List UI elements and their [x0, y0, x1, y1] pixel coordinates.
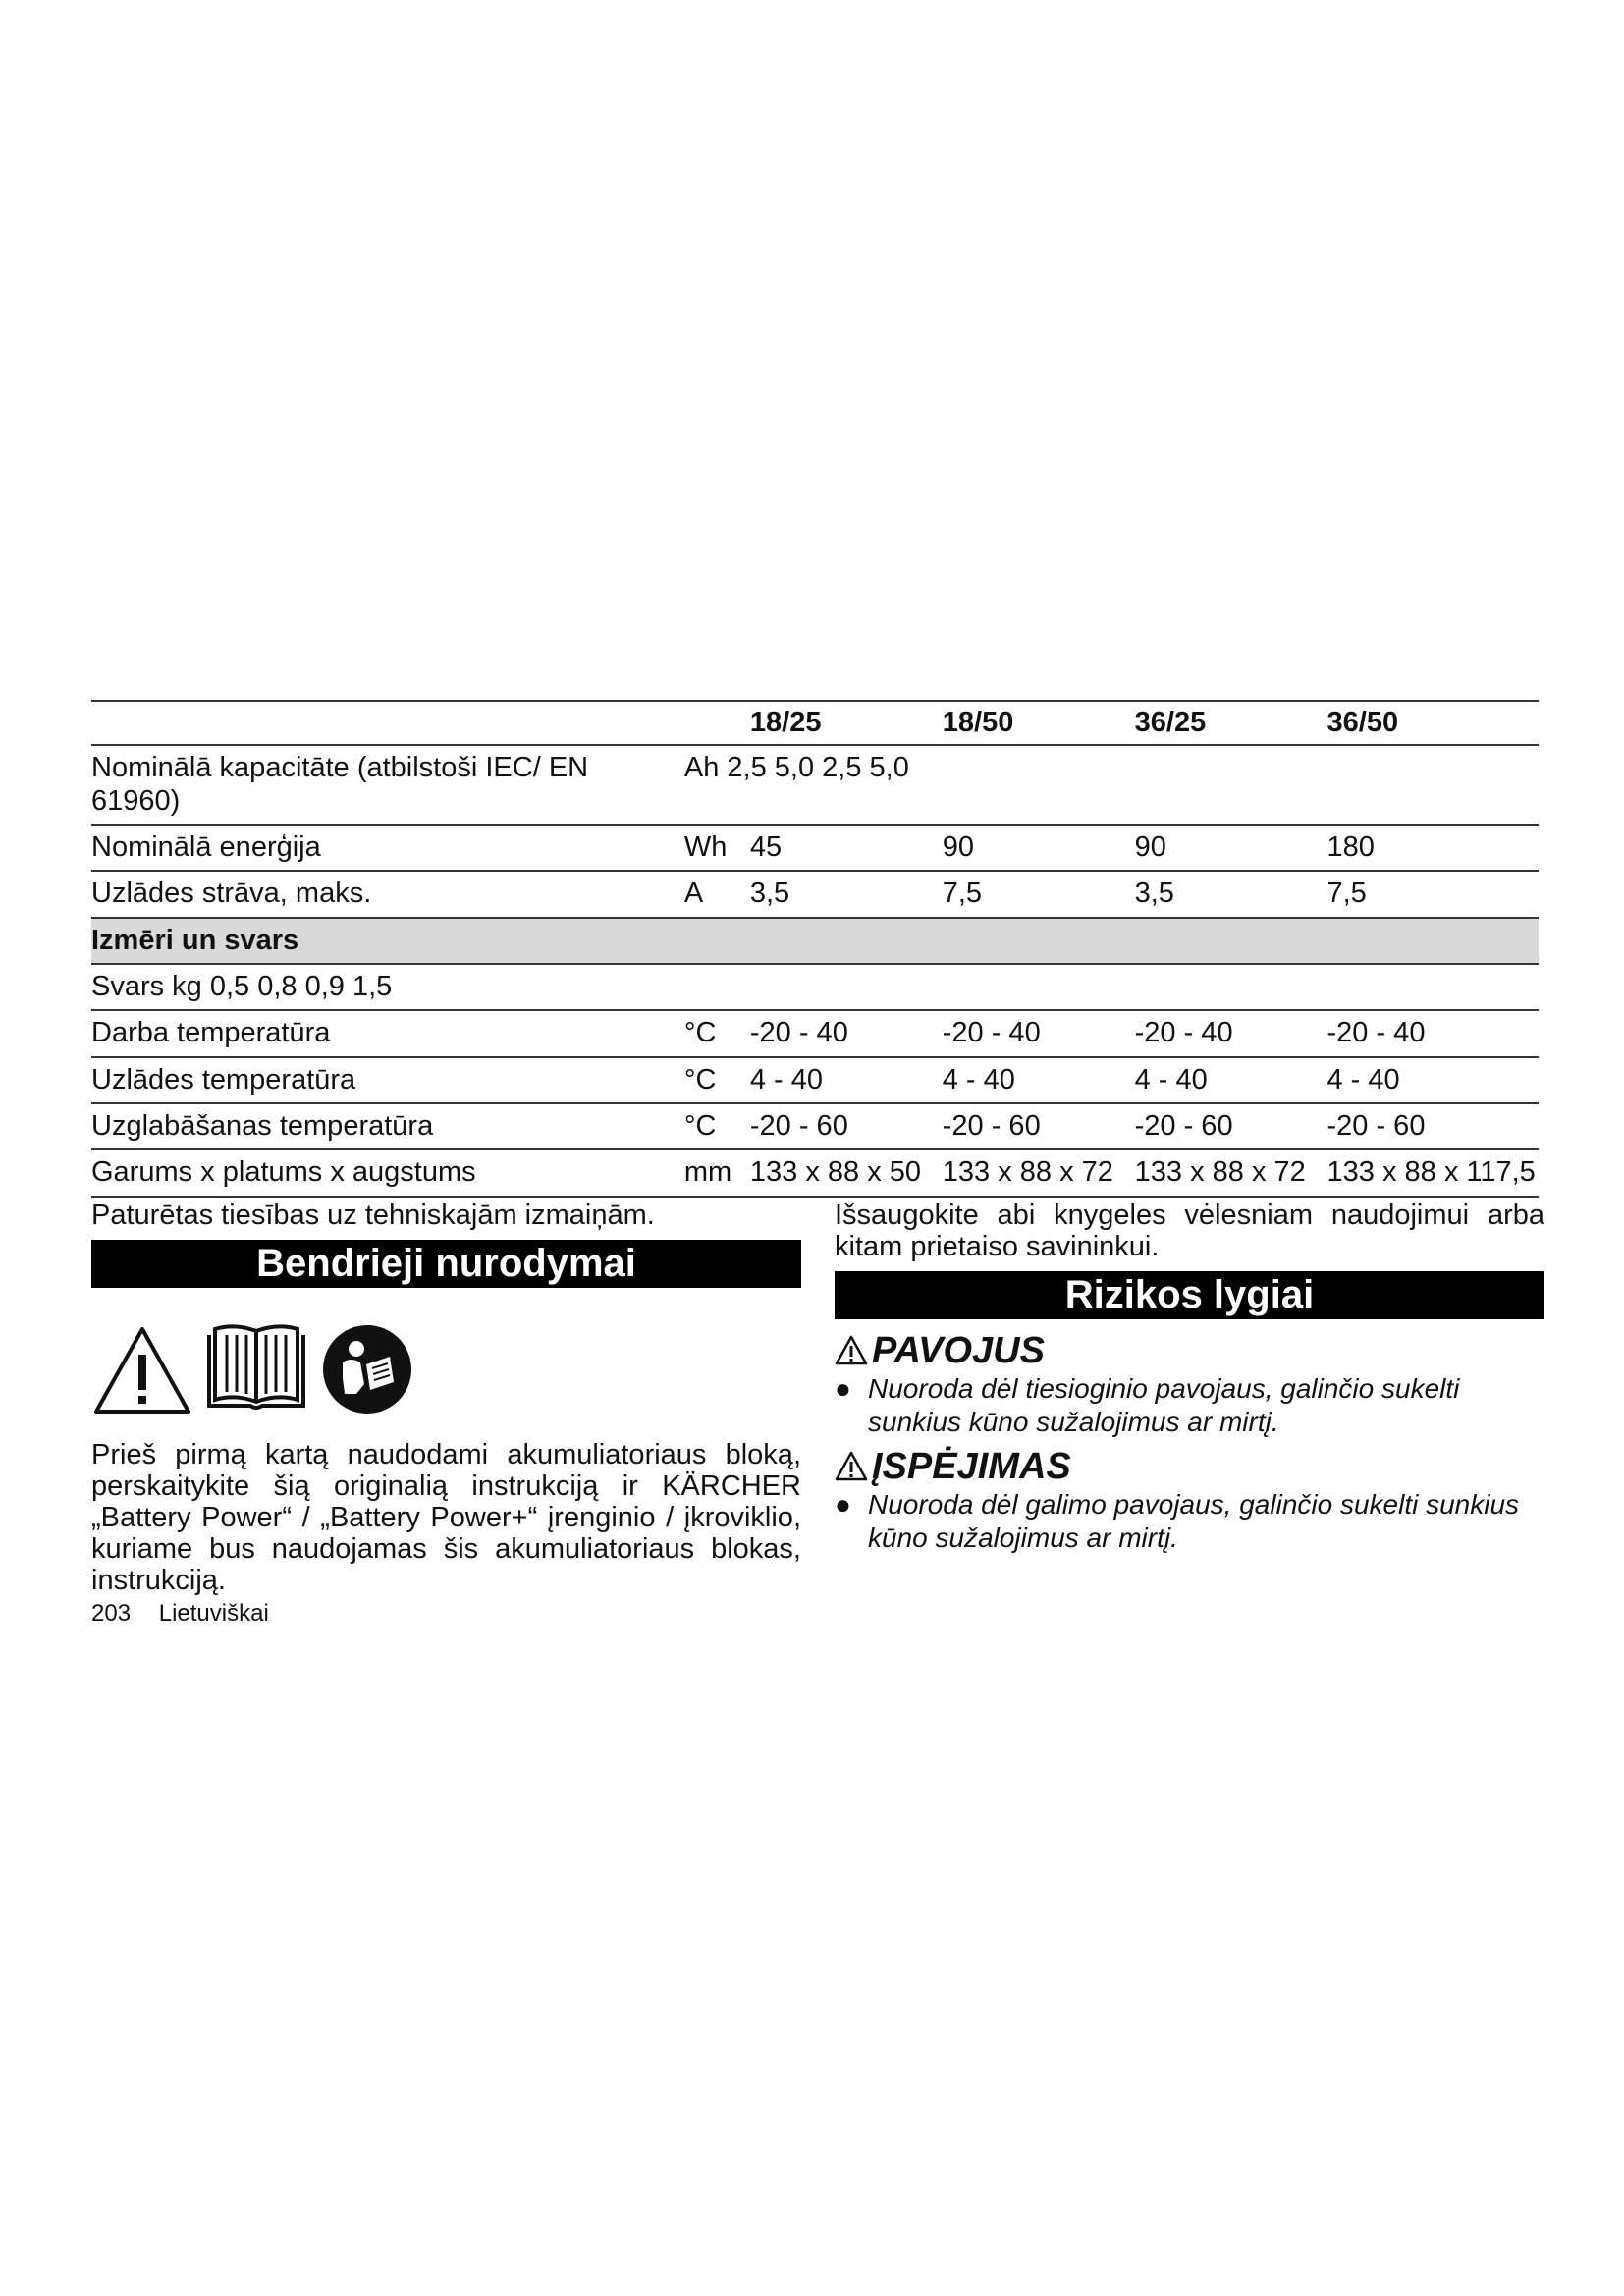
table-row: [91, 1010, 1539, 1056]
row-value: 4 - 40: [749, 1063, 824, 1095]
table-row: [91, 1149, 1539, 1196]
bullet: ●: [835, 1373, 851, 1404]
row-label: Garums x platums x augstums: [91, 1156, 476, 1189]
row-value: 4 - 40: [942, 1063, 1015, 1095]
warning-triangle-icon: [835, 1335, 868, 1366]
row-label: Uzglabāšanas temperatūra: [91, 1110, 434, 1143]
table-header-cell: 18/50: [942, 707, 1014, 738]
read-manual-icon: [321, 1323, 413, 1415]
row-label: Svars kg 0,5 0,8 0,9 1,5: [91, 971, 393, 1003]
row-unit: °C: [683, 1017, 717, 1049]
table-section-row: [91, 918, 1539, 964]
row-value: 133 x 88 x 50: [749, 1156, 922, 1189]
row-value: 133 x 88 x 72: [942, 1156, 1113, 1189]
danger-title-text: PAVOJUS: [872, 1330, 1045, 1371]
row-value: 133 x 88 x 117,5: [1326, 1156, 1536, 1189]
table-row: [91, 1103, 1539, 1149]
page-number: 203: [91, 1600, 132, 1627]
row-value: 4 - 40: [1134, 1063, 1208, 1095]
row-value: 180: [1326, 831, 1375, 864]
section-heading-general: Bendrieji nurodymai: [91, 1240, 801, 1288]
table-row: [91, 745, 1539, 825]
right-column: [835, 1200, 1544, 1555]
page-footer: [91, 1600, 269, 1628]
row-value: -20 - 40: [942, 1017, 1041, 1049]
table-header-row: [91, 701, 1539, 745]
row-value: -20 - 40: [1134, 1017, 1233, 1049]
danger-description: [835, 1372, 1544, 1439]
table-section-title: Izmēri un svars: [91, 924, 299, 956]
warning-title-text: ĮSPĖJIMAS: [872, 1446, 1071, 1487]
intro-paragraph: Prieš pirmą kartą naudodami akumuliatoriaus bloką, perskaitykite šią originalią instrukciją ir KÄRCHER „Battery Power“ / „Battery Power+“ įrenginio / įkroviklio, kuriame bus naudojamas šis akumuliatoriaus blokas, instrukciją.: [91, 1439, 801, 1596]
row-value: 45: [749, 831, 783, 864]
row-value: 3,5: [1134, 878, 1174, 910]
row-label: Uzlādes temperatūra: [91, 1063, 356, 1095]
table-row: [91, 871, 1539, 917]
row-value: 90: [1134, 831, 1166, 864]
table-header-cell: [91, 701, 684, 745]
row-label: Uzlādes strāva, maks.: [91, 878, 372, 910]
keep-booklets-text: Išsaugokite abi knygeles vėlesniam naudojimui arba kitam prietaiso savininkui.: [835, 1200, 1544, 1262]
bullet: ●: [835, 1489, 851, 1520]
section-heading-risk-levels: Rizikos lygiai: [835, 1271, 1544, 1319]
row-unit: °C: [683, 1063, 717, 1095]
table-header-cell: 36/25: [1134, 707, 1207, 738]
warning-description: [835, 1488, 1544, 1555]
row-value: -20 - 40: [1326, 1017, 1426, 1049]
row-unit: Ah 2,5 5,0 2,5 5,0: [683, 752, 909, 784]
row-value: 7,5: [942, 878, 983, 910]
table-header-cell: 18/25: [749, 707, 822, 738]
row-value: -20 - 60: [749, 1110, 848, 1143]
warning-title: [835, 1445, 1544, 1488]
spec-table: [91, 700, 1539, 1198]
footer-language: Lietuviškai: [158, 1600, 269, 1627]
row-value: 7,5: [1326, 878, 1367, 910]
table-header-cell: [684, 701, 750, 745]
row-value: 90: [942, 831, 975, 864]
table-header-cell: 36/50: [1326, 707, 1399, 738]
row-label: Nominālā kapacitāte (atbilstoši IEC/ EN 61960): [91, 752, 589, 817]
warning-triangle-icon: [835, 1451, 868, 1482]
row-value: -20 - 60: [1326, 1110, 1426, 1143]
danger-title: [835, 1329, 1544, 1372]
row-unit: Wh: [683, 831, 728, 864]
row-label: Nominālā enerģija: [91, 831, 321, 864]
table-row: [91, 825, 1539, 871]
row-value: 4 - 40: [1326, 1063, 1400, 1095]
warning-triangle-icon: [93, 1325, 191, 1415]
row-value: -20 - 60: [1134, 1110, 1233, 1143]
danger-description-text: Nuoroda dėl tiesioginio pavojaus, galinčio sukelti sunkius kūno sužalojimus ar mirtį.: [868, 1373, 1460, 1437]
row-value: 3,5: [749, 878, 790, 910]
technical-changes-note: Paturētas tiesības uz tehniskajām izmaiņām.: [91, 1200, 655, 1231]
table-row: [91, 964, 1539, 1010]
warning-description-text: Nuoroda dėl galimo pavojaus, galinčio sukelti sunkius kūno sužalojimus ar mirtį.: [868, 1489, 1520, 1553]
safety-icons-row: [93, 1311, 801, 1415]
row-unit: mm: [683, 1156, 732, 1189]
manual-book-icon: [205, 1321, 307, 1415]
row-value: -20 - 60: [942, 1110, 1041, 1143]
row-value: -20 - 40: [749, 1017, 848, 1049]
left-column: [91, 1200, 801, 1596]
row-unit: °C: [683, 1110, 717, 1143]
row-value: 133 x 88 x 72: [1134, 1156, 1306, 1189]
row-label: Darba temperatūra: [91, 1017, 331, 1049]
table-row: [91, 1057, 1539, 1103]
row-unit: A: [683, 878, 704, 910]
